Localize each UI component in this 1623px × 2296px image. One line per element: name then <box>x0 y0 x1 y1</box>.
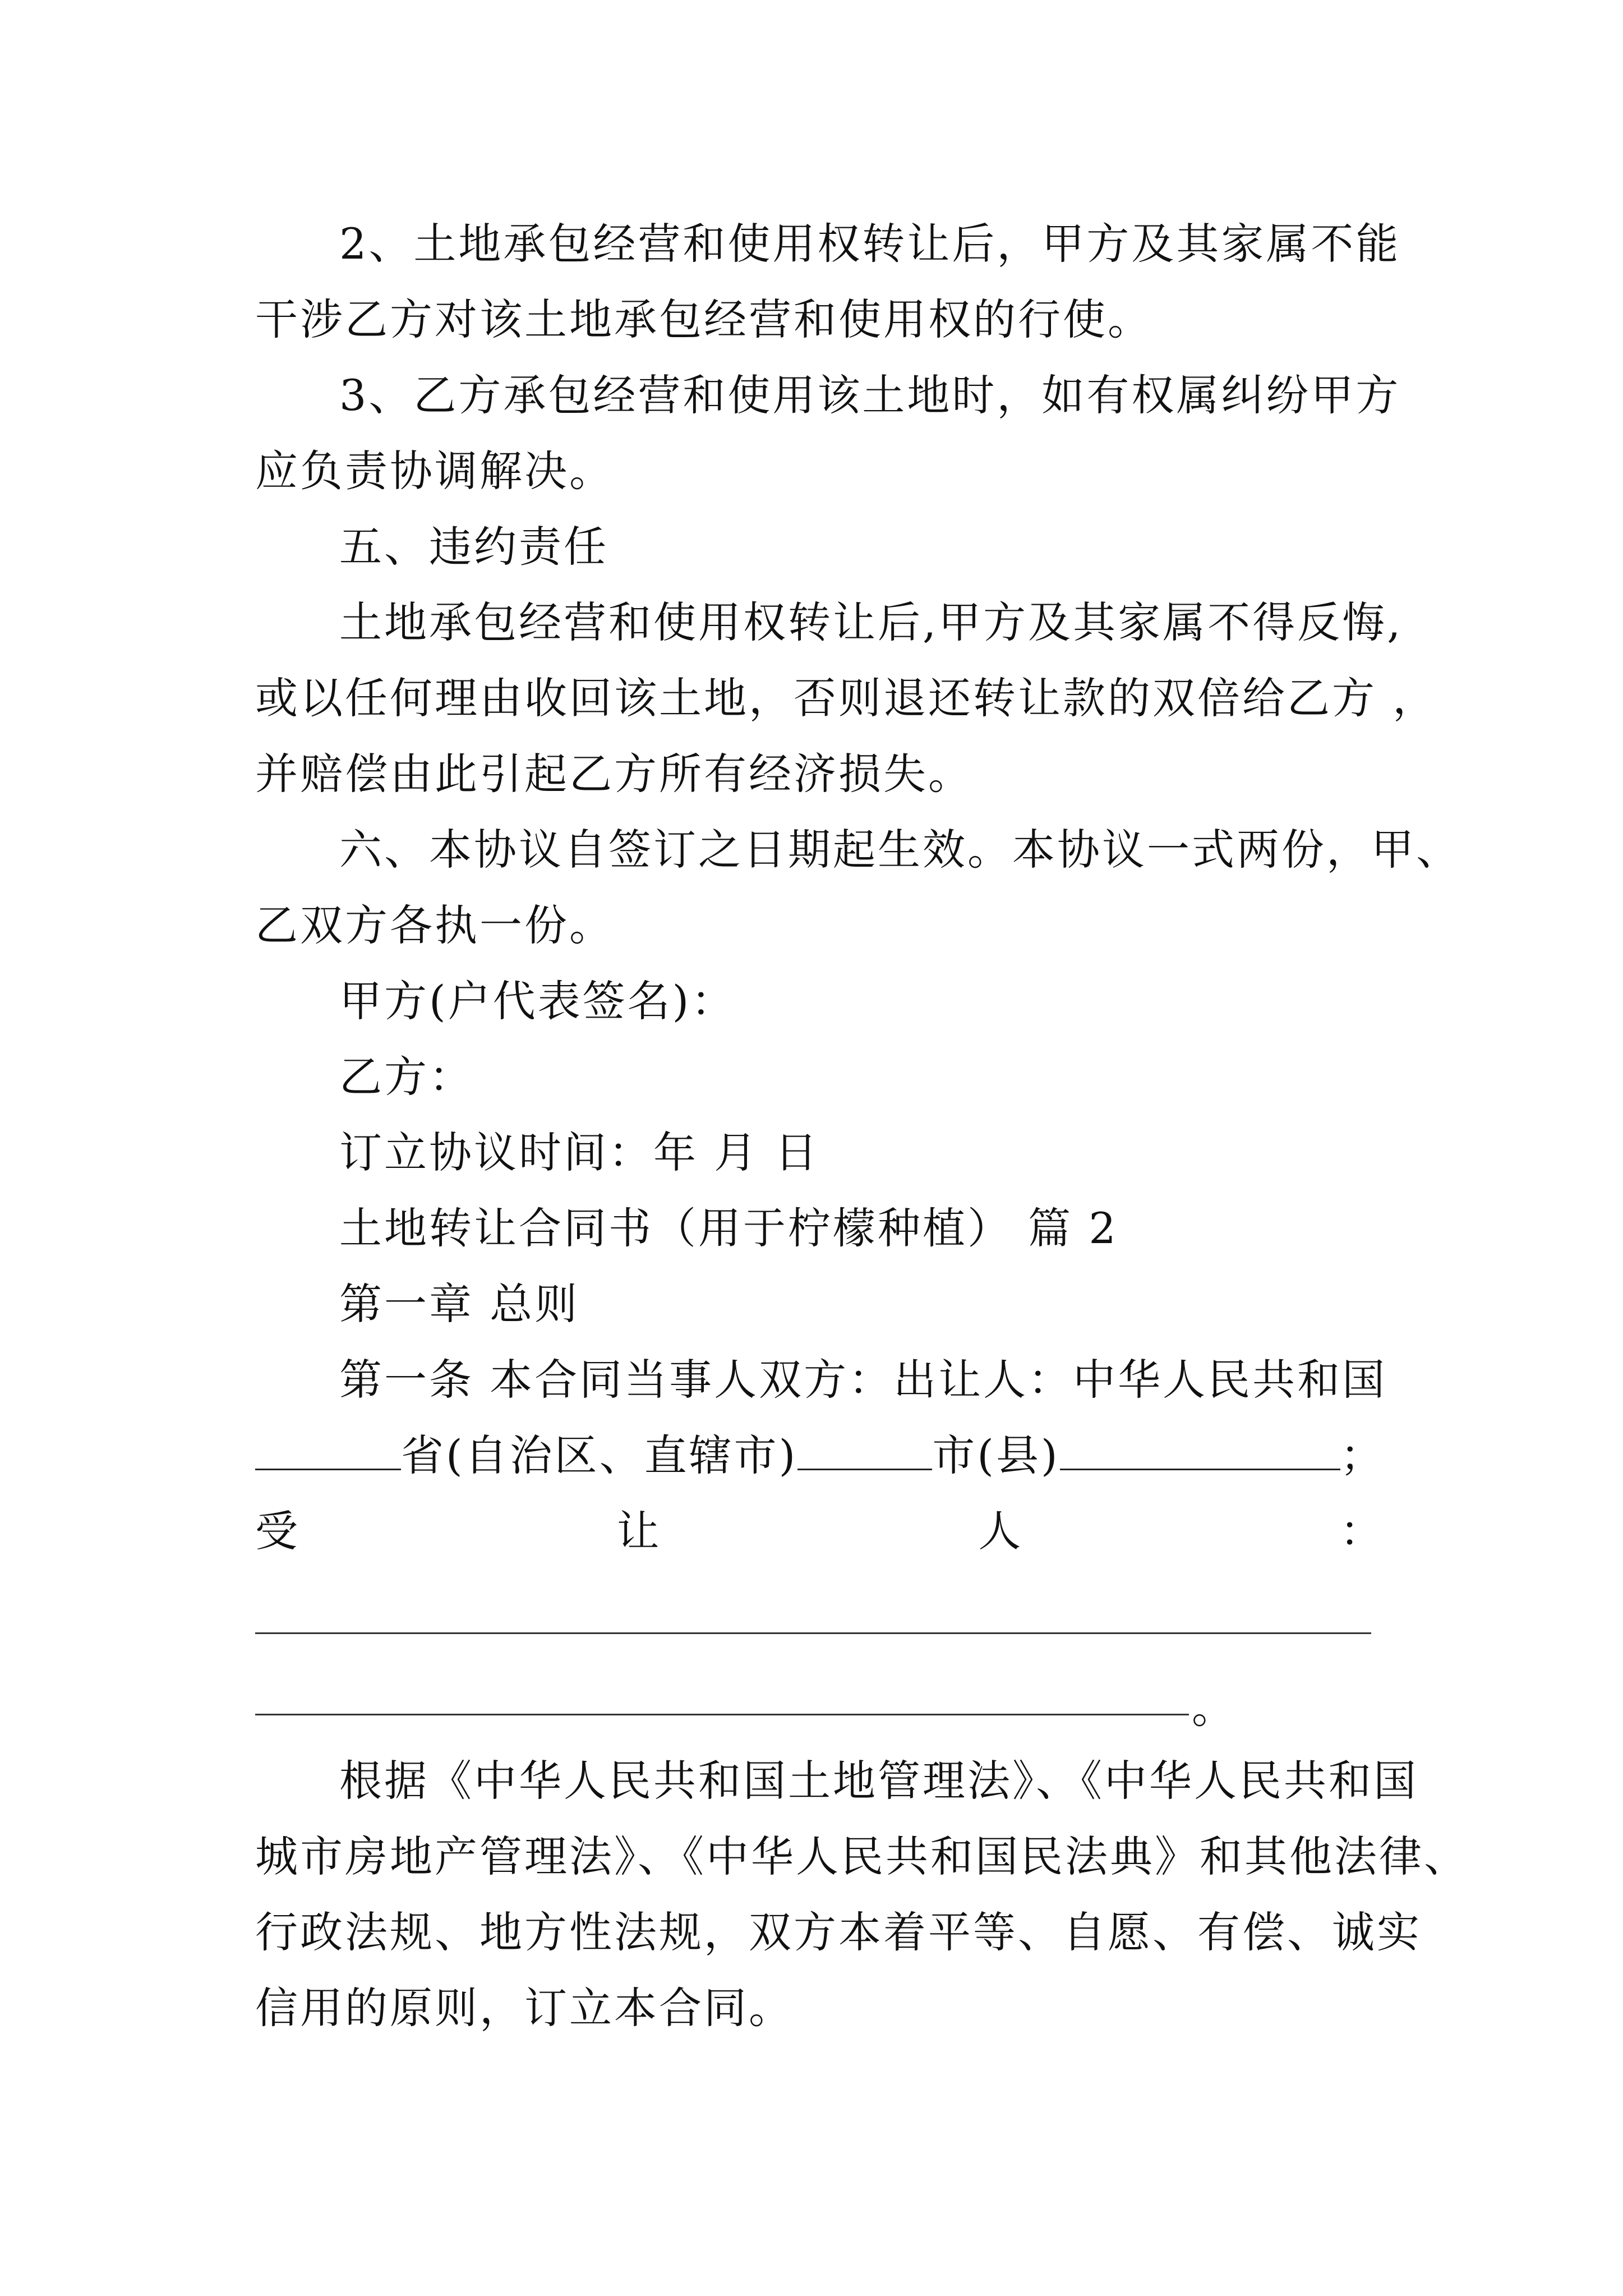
section-5-heading: 五、违约责任 <box>339 522 608 572</box>
clause-3-line-2: 应负责协调解决。 <box>255 446 614 496</box>
clause-3-line-1: 3、乙方承包经营和使用该土地时，如有权属纠纷甲方 <box>339 370 1401 420</box>
clause-2-line-2: 干涉乙方对该土地承包经营和使用权的行使。 <box>255 295 1152 344</box>
chapter-1-heading: 第一章 总则 <box>339 1279 580 1329</box>
section-6-line-1: 六、本协议自签订之日期起生效。本协议一式两份，甲、 <box>339 825 1461 875</box>
grantee-char-1: 受 <box>255 1506 298 1556</box>
party-a-signature: 甲方(户代表签名)： <box>339 976 736 1026</box>
grantee-blank-line-2 <box>255 1714 1189 1715</box>
province-label: 省(自治区、直辖市) <box>401 1430 798 1480</box>
grantee-label-line <box>255 1503 1382 1559</box>
legal-basis-line-2: 城市房地产管理法》、《中华人民共和国民法典》和其他法律、 <box>255 1832 1469 1881</box>
breach-line-1: 土地承包经营和使用权转让后,甲方及其家属不得反悔, <box>339 597 1403 647</box>
grantee-char-3: 人 <box>978 1506 1021 1556</box>
agreement-date: 订立协议时间：年 月 日 <box>339 1128 820 1177</box>
breach-line-3: 并赔偿由此引起乙方所有经济损失。 <box>255 749 973 799</box>
semicolon: ； <box>1340 1430 1385 1480</box>
grantee-colon: ： <box>1339 1506 1382 1556</box>
article-1-line-1: 第一条 本合同当事人双方：出让人：中华人民共和国 <box>339 1355 1387 1405</box>
province-blank <box>255 1432 401 1470</box>
legal-basis-line-1: 根据《中华人民共和国土地管理法》、《中华人民共和国 <box>339 1756 1418 1806</box>
breach-line-2: 或以任何理由收回该土地，否则退还转让款的双倍给乙方 ， <box>255 673 1438 723</box>
clause-2-line-1: 2、土地承包经营和使用权转让后，甲方及其家属不能 <box>339 219 1401 269</box>
legal-basis-line-3: 行政法规、地方性法规，双方本着平等、自愿、有偿、诚实 <box>255 1907 1422 1957</box>
city-label: 市(县) <box>932 1430 1060 1480</box>
section-6-line-2: 乙双方各执一份。 <box>255 900 614 950</box>
grantee-char-2: 让 <box>616 1506 660 1556</box>
grantee-period: 。 <box>1192 1683 1234 1733</box>
grantor-location-line <box>255 1428 1385 1484</box>
legal-basis-line-4: 信用的原则，订立本合同。 <box>255 1983 794 2033</box>
grantee-blank-line-1 <box>255 1632 1371 1634</box>
city-blank <box>797 1432 932 1470</box>
county-blank <box>1060 1432 1340 1470</box>
party-b-signature: 乙方： <box>339 1052 474 1102</box>
contract-2-title: 土地转让合同书（用于柠檬种植） 篇 2 <box>339 1203 1118 1253</box>
